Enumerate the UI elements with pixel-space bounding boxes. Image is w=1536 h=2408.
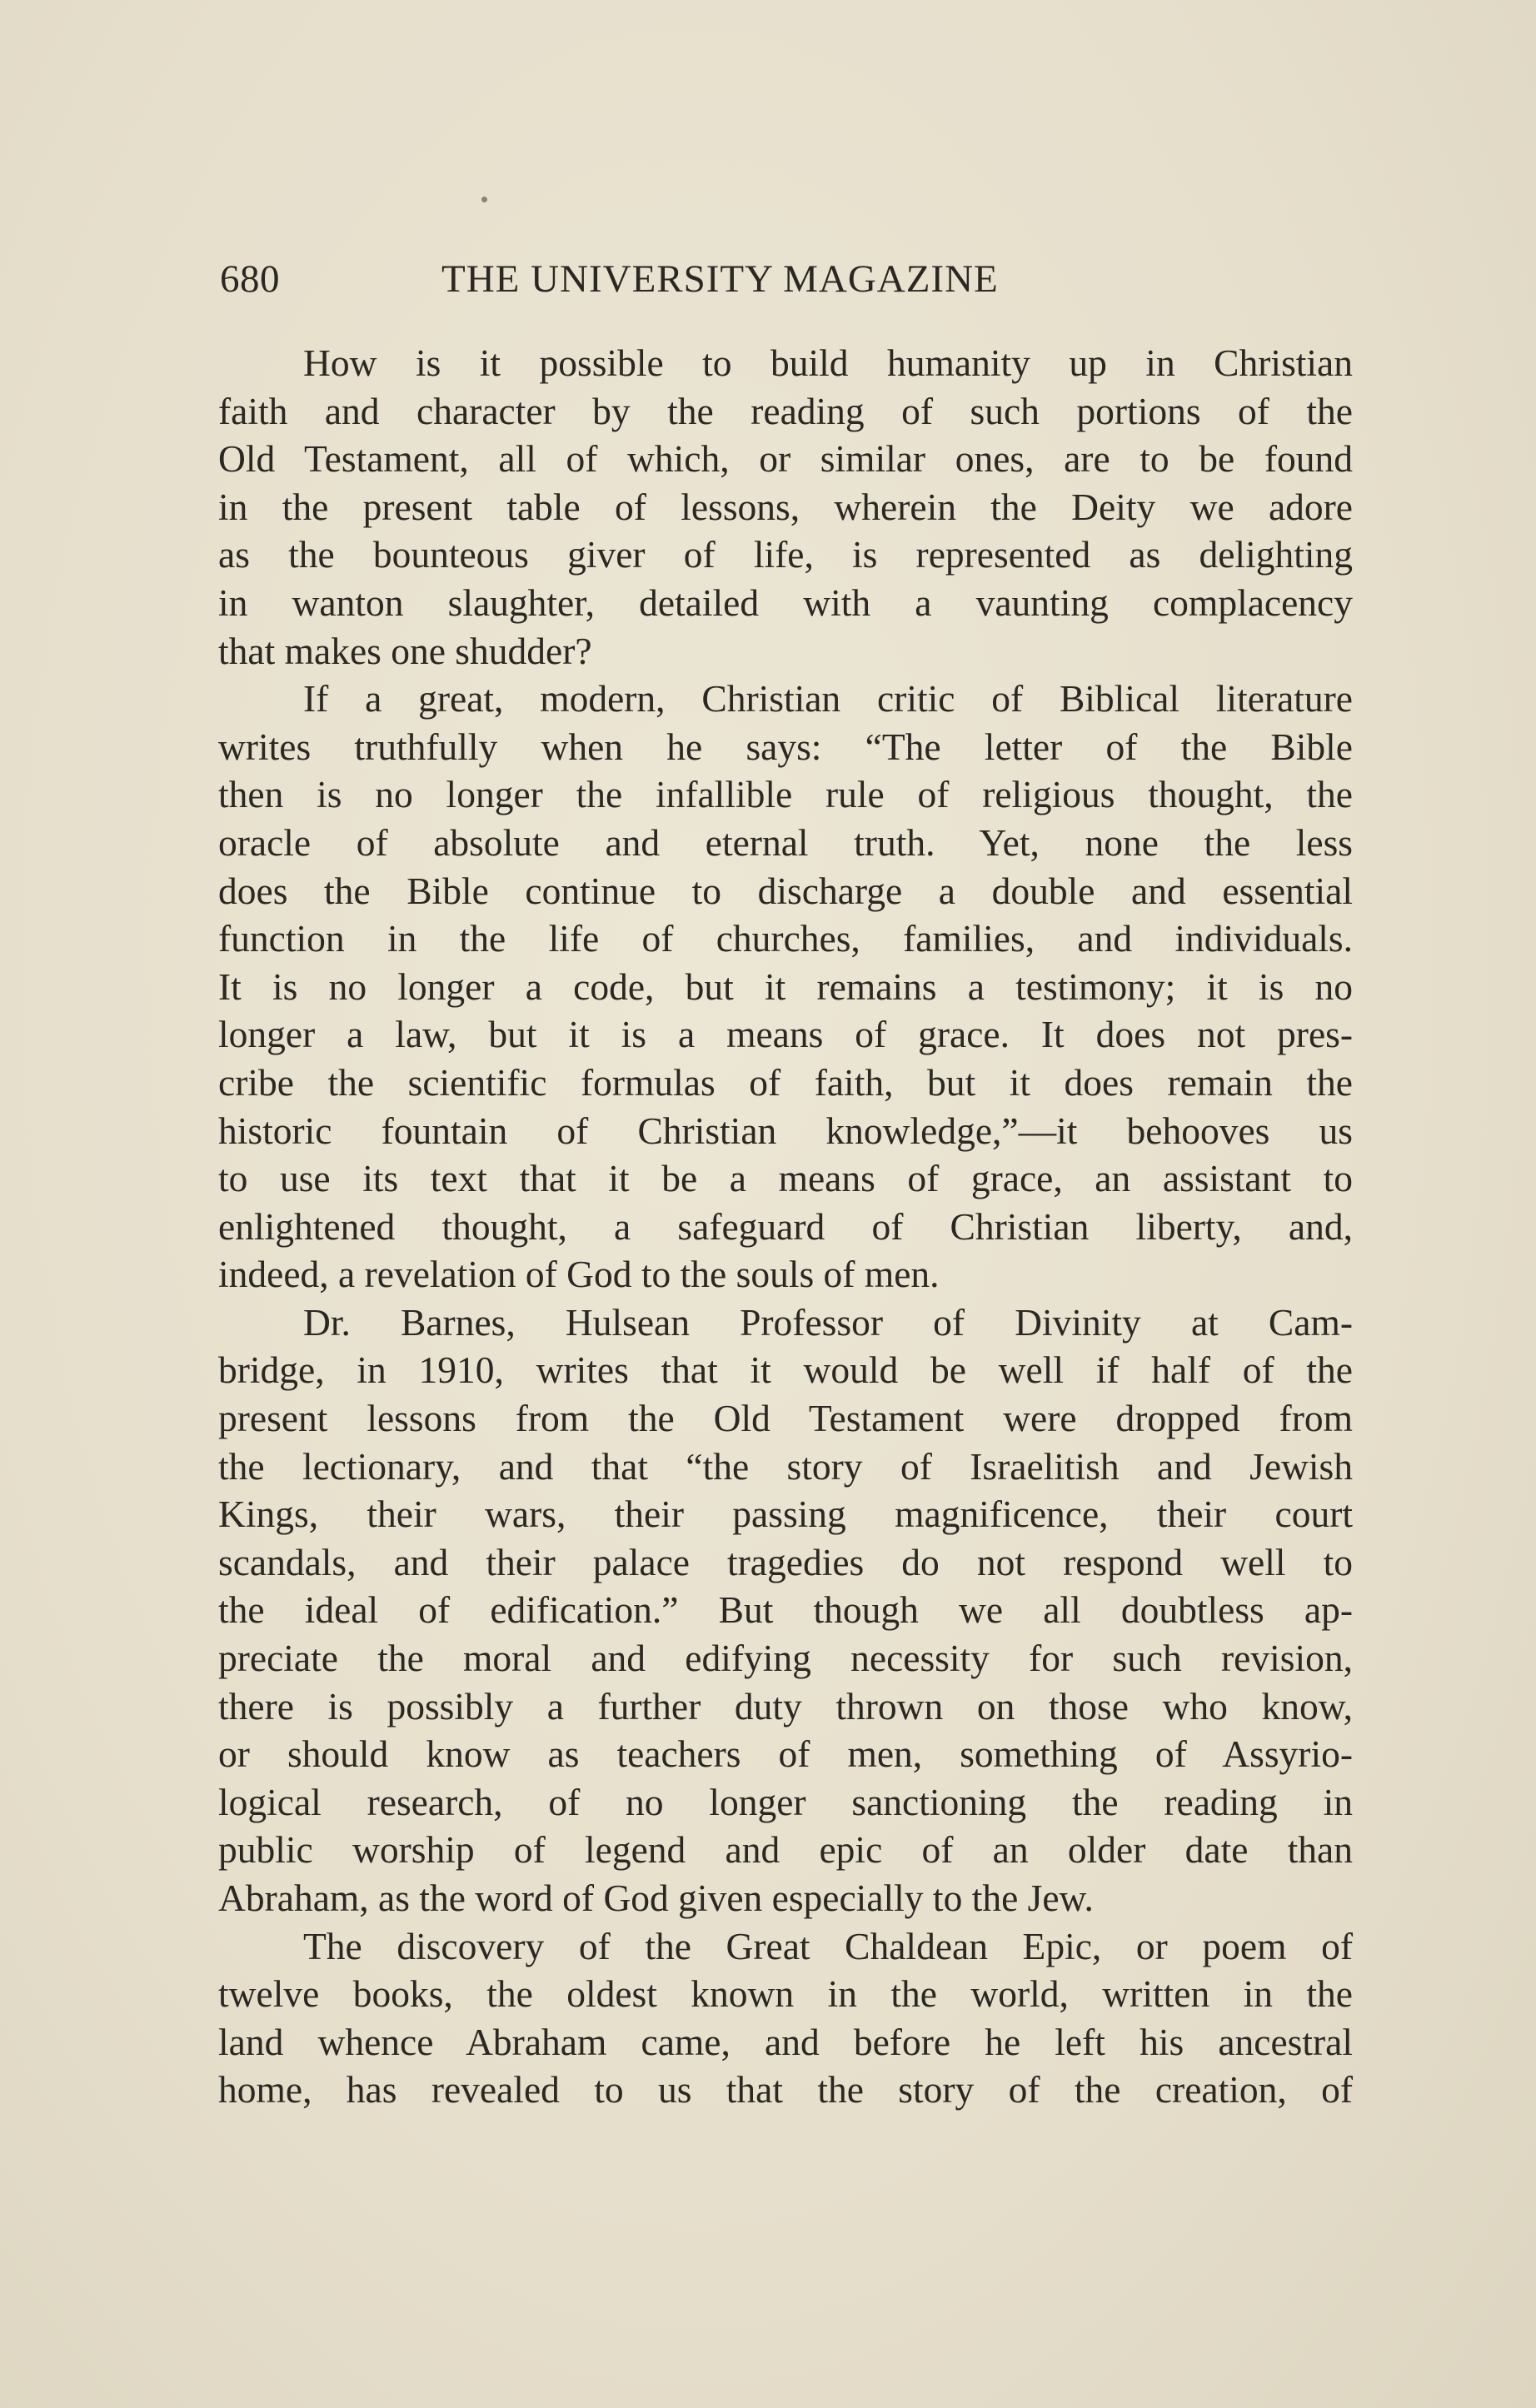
text-line: in wanton slaughter, detailed with a vaunting complacency: [218, 581, 1353, 624]
text-line: Dr. Barnes, Hulsean Professor of Divinity at Cam-: [303, 1300, 1353, 1344]
article-body: [218, 339, 1353, 2114]
text-line: or should know as teachers of men, something of Assyrio-: [218, 1732, 1353, 1776]
text-line: to use its text that it be a means of grace, an assistant to: [218, 1157, 1353, 1200]
text-line: It is no longer a code, but it remains a testimony; it is no: [218, 965, 1353, 1008]
text-line: that makes one shudder?: [218, 629, 592, 672]
text-line: indeed, a revelation of God to the souls of men.: [218, 1253, 940, 1296]
text-line: in the present table of lessons, wherein the Deity we adore: [218, 485, 1353, 528]
text-line: The discovery of the Great Chaldean Epic, or poem of: [303, 1924, 1353, 1967]
text-line: Old Testament, all of which, or similar ones, are to be found: [218, 437, 1353, 481]
text-line: Abraham, as the word of God given especially to the Jew.: [218, 1877, 1094, 1919]
text-line: as the bounteous giver of life, is represented as delighting: [218, 533, 1353, 576]
text-line: oracle of absolute and eternal truth. Yet, none the less: [218, 820, 1353, 864]
text-line: enlightened thought, a safeguard of Christian liberty, and,: [218, 1204, 1353, 1248]
text-line: faith and character by the reading of such portions of the: [218, 389, 1353, 432]
paragraph: [218, 1299, 1353, 1922]
text-line: bridge, in 1910, writes that it would be well if half of the: [218, 1349, 1353, 1392]
text-line: writes truthfully when he says: “The letter of the Bible: [218, 725, 1353, 768]
text-line: the lectionary, and that “the story of Israelitish and Jewish: [218, 1444, 1353, 1488]
text-line: public worship of legend and epic of an older date than: [218, 1828, 1353, 1872]
text-line: land whence Abraham came, and before he left his ancestral: [218, 2020, 1353, 2063]
text-line: twelve books, the oldest known in the world, written in the: [218, 1972, 1353, 2016]
running-title: THE UNIVERSITY MAGAZINE: [441, 257, 999, 301]
text-line: function in the life of churches, families, and individuals.: [218, 917, 1353, 960]
text-line: preciate the moral and edifying necessity for such revision,: [218, 1637, 1353, 1680]
page-number: 680: [220, 257, 280, 301]
text-line: How is it possible to build humanity up in Christian: [303, 342, 1353, 384]
paragraph: [218, 675, 1353, 1299]
text-line: there is possibly a further duty thrown on those who know,: [218, 1684, 1353, 1727]
text-line: Kings, their wars, their passing magnificence, their court: [218, 1493, 1353, 1536]
text-line: historic fountain of Christian knowledge,”—it behooves us: [218, 1109, 1353, 1152]
text-line: cribe the scientific formulas of faith, but it does remain the: [218, 1060, 1353, 1104]
text-line: the ideal of edification.” But though we all doubtless ap-: [218, 1588, 1353, 1632]
text-line: If a great, modern, Christian critic of Biblical literature: [303, 677, 1353, 720]
text-line: then is no longer the infallible rule of religious thought, the: [218, 773, 1353, 816]
text-line: logical research, of no longer sanctioning the reading in: [218, 1780, 1353, 1823]
paragraph: [218, 339, 1353, 675]
text-line: scandals, and their palace tragedies do not respond well to: [218, 1540, 1353, 1583]
paragraph: [218, 1922, 1353, 2114]
page-header: [220, 250, 1353, 308]
text-line: present lessons from the Old Testament were dropped from: [218, 1397, 1353, 1440]
ink-speck: [481, 197, 487, 202]
text-line: home, has revealed to us that the story of the creation, of: [218, 2068, 1353, 2111]
text-line: longer a law, but it is a means of grace. It does not pres-: [218, 1013, 1353, 1056]
text-line: does the Bible continue to discharge a double and essential: [218, 869, 1353, 912]
